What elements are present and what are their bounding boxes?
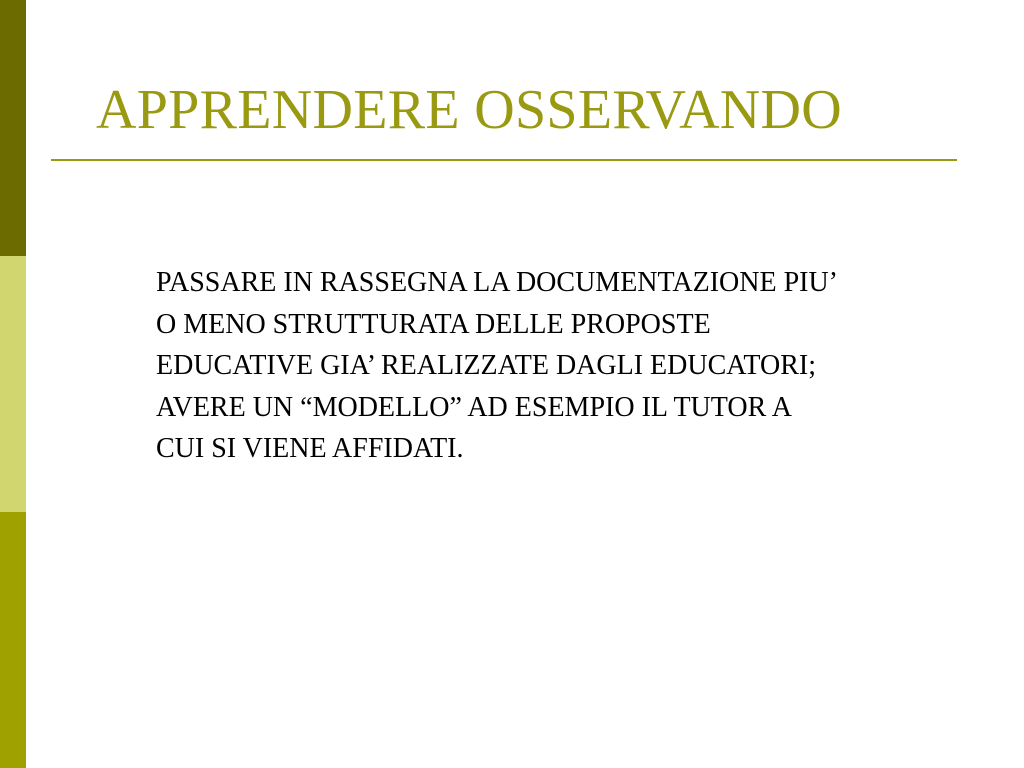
body-text-line: CUI SI VIENE AFFIDATI. [156, 433, 464, 464]
body-text-line: EDUCATIVE GIA’ REALIZZATE DAGLI EDUCATORI; [156, 350, 816, 381]
side-bar-bottom-block [0, 512, 26, 768]
slide-title: APPRENDERE OSSERVANDO [96, 79, 843, 141]
side-bar-middle-block [0, 256, 26, 512]
body-text-line: AVERE UN “MODELLO” AD ESEMPIO IL TUTOR A [156, 391, 792, 423]
title-underline-rule [51, 159, 957, 161]
body-text-line: O MENO STRUTTURATA DELLE PROPOSTE [156, 308, 711, 340]
body-text-line: PASSARE IN RASSEGNA LA DOCUMENTAZIONE PIU’ [156, 267, 839, 298]
slide-body-text [156, 262, 1006, 470]
side-bar-top-block [0, 0, 26, 256]
